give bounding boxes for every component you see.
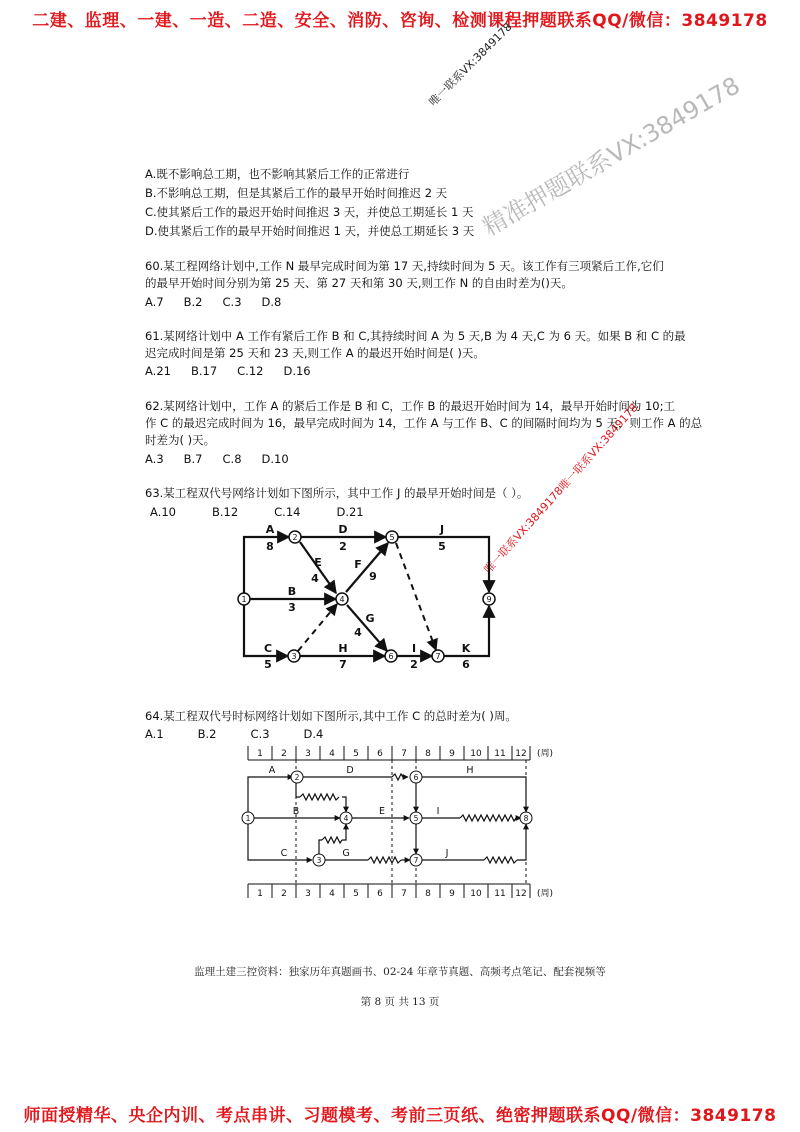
bottom-promo-banner: 师面授精华、央企内训、考点串讲、习题模考、考前三页纸、绝密押题联系QQ/微信：3849178 <box>23 1106 777 1126</box>
q59-option-b: B.不影响总工期，但是其紧后工作的最早开始时间推迟 2 天 <box>145 186 448 200</box>
q61-option-a: A.21 <box>145 364 171 378</box>
q63-node-2-label: 2 <box>292 533 298 542</box>
q64-scale-top-3: 3 <box>305 749 311 759</box>
q64-scale-top-6: 6 <box>377 749 383 759</box>
q63-activity-i-duration: 2 <box>410 658 418 671</box>
q63-activity-e-duration: 4 <box>311 572 319 585</box>
q62-option-c: C.8 <box>222 452 242 466</box>
q64-scale-top-8: 8 <box>425 749 431 759</box>
q64-activity-d: D <box>346 765 354 776</box>
q64-scale-top-1: 1 <box>257 749 263 759</box>
q63-activity-g-name: G <box>365 612 375 625</box>
q64-scale-top-5: 5 <box>353 749 359 759</box>
q64-node-3-label: 3 <box>316 856 322 865</box>
q63-node-4-label: 4 <box>339 595 345 604</box>
q63-activity-b-duration: 3 <box>288 601 296 614</box>
q63-option-a: A.10 <box>150 505 176 519</box>
q64-scale-bottom-3: 3 <box>305 889 311 899</box>
q62-option-a: A.3 <box>145 452 164 466</box>
q61-option-d: D.16 <box>283 364 311 378</box>
watermark-big: 精准押题联系VX:3849178 <box>478 71 745 242</box>
q63-activity-d-duration: 2 <box>339 540 347 553</box>
q63-activity-f-duration: 9 <box>369 570 377 583</box>
q63-activity-h-duration: 7 <box>339 658 347 671</box>
q63-activity-k-duration: 6 <box>462 658 470 671</box>
q64-scale-bottom-unit: (周) <box>536 889 554 899</box>
q64-node-2-label: 2 <box>294 773 300 782</box>
q60-text-line-1: 60.某工程网络计划中,工作 N 最早完成时间为第 17 天,持续时间为 5 天。该工作有三项紧后工作,它们 <box>145 259 664 273</box>
q63-activity-i-name: I <box>411 642 417 655</box>
q64-activity-h: H <box>466 765 474 776</box>
q63-option-d: D.21 <box>336 505 364 519</box>
q64-scale-top-12: 12 <box>515 749 527 759</box>
q60-text-line-2: 的最早开始时间分别为第 25 天、第 27 天和第 30 天,则工作 N 的自由时差为()天。 <box>145 276 573 290</box>
q63-text-line-1: 63.某工程双代号网络计划如下图所示，其中工作 J 的最早开始时间是（ ）。 <box>145 486 529 500</box>
q59-option-c: C.使其紧后工作的最迟开始时间推迟 3 天，并使总工期延长 1 天 <box>145 205 474 219</box>
q60-option-d: D.8 <box>261 295 282 309</box>
q64-option-d: D.4 <box>303 727 324 741</box>
q63-activity-k-name: K <box>461 642 471 655</box>
q62-option-d: D.10 <box>261 452 289 466</box>
q62-text-line-3: 时差为( )天。 <box>145 433 216 447</box>
top-promo-banner: 二建、监理、一建、一造、二造、安全、消防、咨询、检测课程押题联系QQ/微信：3849178 <box>32 11 768 31</box>
q61-option-c: C.12 <box>237 364 264 378</box>
q64-scale-bottom-12: 12 <box>515 889 527 899</box>
q64-activity-c: C <box>280 848 288 859</box>
q60-option-b: B.2 <box>183 295 203 309</box>
q64-text-line-1: 64.某工程双代号时标网络计划如下图所示,其中工作 C 的总时差为( )周。 <box>145 709 517 723</box>
q62-option-b: B.7 <box>183 452 203 466</box>
q64-scale-top-10: 10 <box>470 749 482 759</box>
q63-node-7-label: 7 <box>435 652 441 661</box>
q64-node-8-label: 8 <box>523 814 529 823</box>
q64-option-b: B.2 <box>197 727 217 741</box>
q63-activity-e-name: E <box>314 556 322 569</box>
q63-node-3-label: 3 <box>291 652 297 661</box>
q64-scale-bottom-7: 7 <box>401 889 407 899</box>
q64-node-1-label: 1 <box>245 814 251 823</box>
q63-activity-c-duration: 5 <box>264 658 272 671</box>
q64-scale-top-9: 9 <box>449 749 455 759</box>
q64-activity-j: J <box>445 848 449 859</box>
q64-scale-top-2: 2 <box>281 749 287 759</box>
q62-text-line-1: 62.某网络计划中，工作 A 的紧后工作是 B 和 C，工作 B 的最迟开始时间为 14，最早开始时间为 10;工 <box>145 399 676 413</box>
q64-scale-top-unit: (周) <box>536 749 554 759</box>
q63-option-c: C.14 <box>274 505 301 519</box>
q63-activity-a-name: A <box>265 523 275 536</box>
q60-option-c: C.3 <box>222 295 242 309</box>
q63-activity-h-name: H <box>338 642 348 655</box>
q64-option-c: C.3 <box>250 727 270 741</box>
q64-scale-bottom-5: 5 <box>353 889 359 899</box>
q64-node-4-label: 4 <box>343 814 349 823</box>
q61-text-line-1: 61.某网络计划中 A 工作有紧后工作 B 和 C,其持续时间 A 为 5 天,B 为 4 天,C 为 6 天。如果 B 和 C 的最 <box>145 329 686 343</box>
q59-option-d: D.使其紧后工作的最早开始时间推迟 1 天，并使总工期延长 3 天 <box>145 224 475 238</box>
q63-activity-g-duration: 4 <box>354 626 362 639</box>
q64-node-6-label: 6 <box>413 773 419 782</box>
q60-option-a: A.7 <box>145 295 164 309</box>
q64-activity-e: E <box>378 806 386 817</box>
q64-scale-bottom-4: 4 <box>329 889 335 899</box>
watermark-small: 唯一联系VX:3849178 <box>426 20 515 109</box>
footer-note: 监理土建三控资料：独家历年真题画书、02-24 年章节真题、高频考点笔记、配套视频等 <box>194 966 606 978</box>
q63-node-1-label: 1 <box>241 595 247 604</box>
q63-activity-j-name: J <box>439 523 445 536</box>
q64-scale-top-11: 11 <box>494 749 506 759</box>
q64-scale-bottom-2: 2 <box>281 889 287 899</box>
q64-scale-bottom-9: 9 <box>449 889 455 899</box>
q61-option-b: B.17 <box>190 364 218 378</box>
q59-option-a: A.既不影响总工期，也不影响其紧后工作的正常进行 <box>145 167 410 181</box>
q63-node-8-label: 9 <box>486 595 492 604</box>
q64-activity-b: B <box>292 806 300 817</box>
q64-scale-bottom-1: 1 <box>257 889 263 899</box>
q62-text-line-2: 作 C 的最迟完成时间为 16，最早完成时间为 14，工作 A 与工作 B、C 的间隔时间均为 5 天，则工作 A 的总 <box>145 416 703 430</box>
q64-activity-g: G <box>342 848 350 859</box>
q64-node-7-label: 7 <box>413 856 419 865</box>
q63-activity-c-name: C <box>263 642 273 655</box>
q64-scale-bottom-11: 11 <box>494 889 506 899</box>
watermark-side: 唯一联系VX:3849178唯一联系VX:3849178 <box>481 401 641 577</box>
q64-scale-bottom-8: 8 <box>425 889 431 899</box>
q64-scale-bottom-10: 10 <box>470 889 482 899</box>
q63-activity-f-name: F <box>354 558 362 571</box>
page-number: 第 8 页 共 13 页 <box>360 996 440 1008</box>
q63-activity-j-duration: 5 <box>438 540 446 553</box>
q64-activity-a: A <box>268 765 276 776</box>
q63-activity-b-name: B <box>287 585 297 598</box>
q64-node-5-label: 5 <box>413 814 419 823</box>
q61-text-line-2: 迟完成时间是第 25 天和 23 天,则工作 A 的最迟开始时间是( )天。 <box>145 346 485 360</box>
q63-option-b: B.12 <box>211 505 239 519</box>
q64-activity-i: I <box>436 806 440 817</box>
q64-scale-bottom-6: 6 <box>377 889 383 899</box>
q63-node-6-label: 6 <box>388 652 394 661</box>
q64-scale-top-7: 7 <box>401 749 407 759</box>
q63-node-5-label: 5 <box>389 533 395 542</box>
q63-activity-d-name: D <box>338 523 348 536</box>
q64-option-a: A.1 <box>145 727 164 741</box>
q64-scale-top-4: 4 <box>329 749 335 759</box>
q63-activity-a-duration: 8 <box>266 540 274 553</box>
